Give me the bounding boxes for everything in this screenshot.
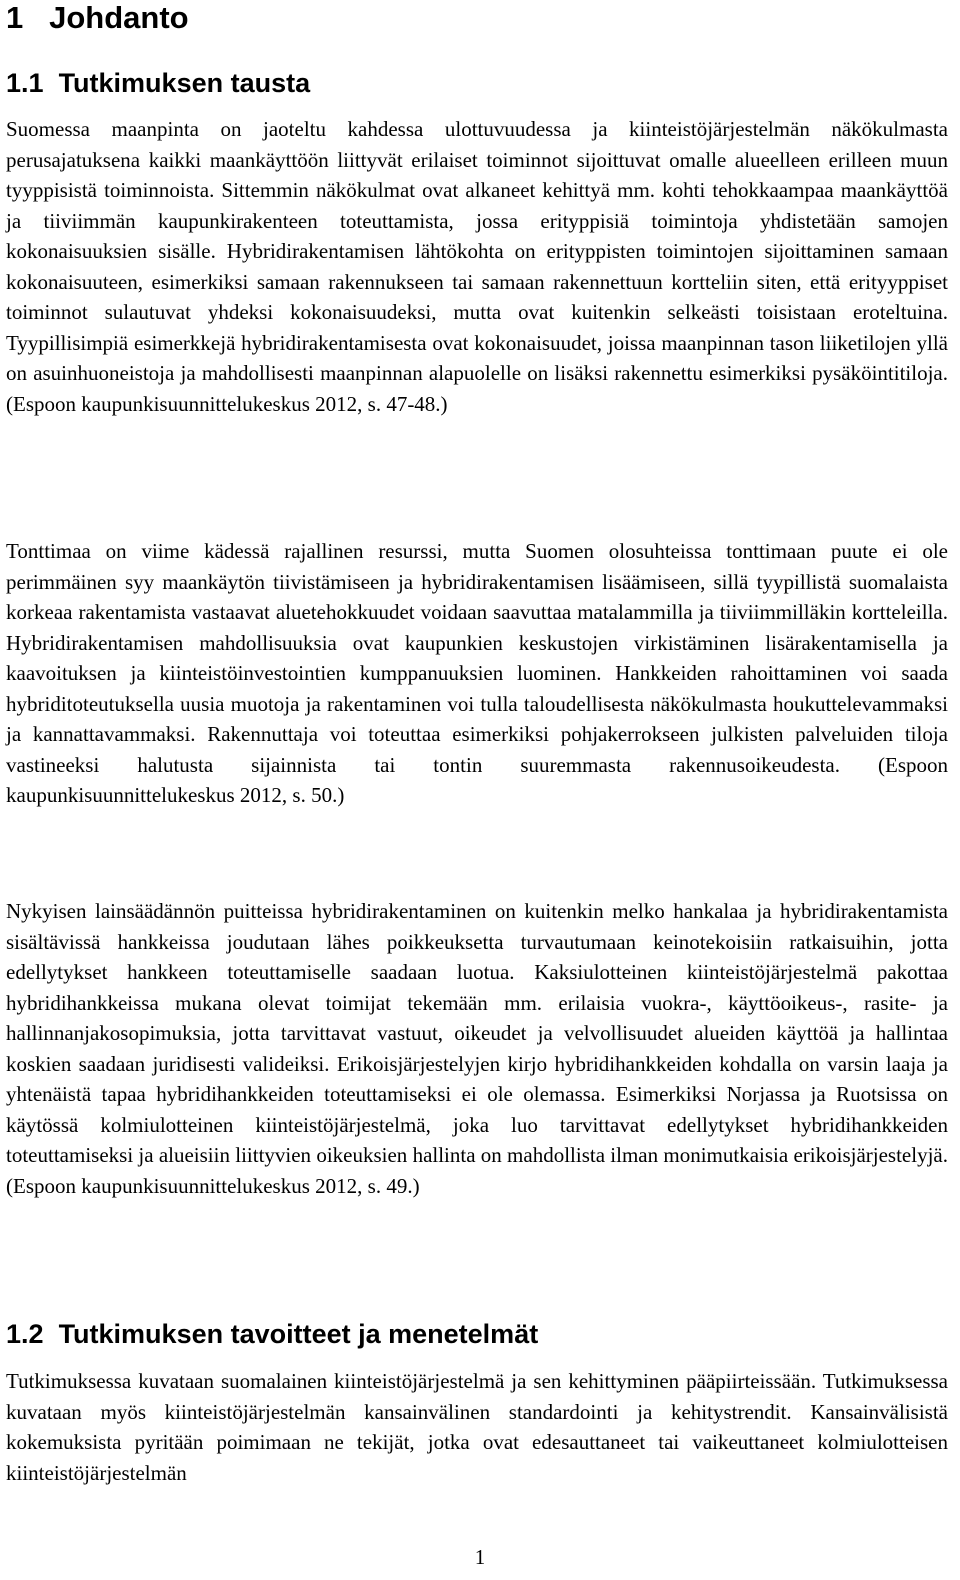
paragraph: Tonttimaa on viime kädessä rajallinen resurssi, mutta Suomen olosuhteissa tonttimaan puute ei ole perimmäinen syy maankäytön tiivistämiseen ja hybridirakentamisen lisäämiseen, sillä tyypillistä suomalaista korkeaa rakentamista vastaavat aluetehokkuudet voidaan saavuttaa matalammilla ja tiiviimmilläkin kortteleilla. Hybridirakentamisen mahdollisuuksia ovat kaupunkien keskustojen virkistäminen lisärakentamisella ja kaavoituksen ja kiinteistöinvestointien kumppanuuksien luominen. Hankkeiden rahoittaminen voi saada hybriditoteutuksella uusia muotoja ja rakentaminen voi tulla taloudellisesta näkökulmasta houkuttelevammaksi ja kannattavammaksi. Rakennuttaja voi toteuttaa esimerkiksi pohjakerrokseen julkisten palveluiden tiloja vastineeksi halutusta sijainnista tai tontin suuremmasta rakennusoikeudesta. (Espoon kaupunkisuunnittelukeskus 2012, s. 50.) bbox=[6, 539, 948, 807]
section-number: 1.2 bbox=[6, 1319, 44, 1349]
section-title: Tutkimuksen tausta bbox=[58, 68, 311, 98]
chapter-number: 1 bbox=[6, 0, 24, 35]
section-heading-1-2 bbox=[6, 1318, 538, 1350]
page-number: 1 bbox=[474, 1545, 486, 1569]
section-number: 1.1 bbox=[6, 68, 44, 98]
paragraph: Tutkimuksessa kuvataan suomalainen kiinteistöjärjestelmä ja sen kehittyminen pääpiirteissään. Tutkimuksessa kuvataan myös kiinteistöjärjestelmän kansainvälinen standardointi ja kehitystrendit. Kansainvälisistä kokemuksista pyritään poimimaan ne tekijät, jotka ovat edesauttaneet tai vaikeuttaneet kolmiulotteisen kiinteistöjärjestelmän bbox=[6, 1369, 948, 1485]
paragraph: Nykyisen lainsäädännön puitteissa hybridirakentaminen on kuitenkin melko hankalaa ja hybridirakentamista sisältävissä hankkeissa joudutaan lähes poikkeuksetta turvautumaan keinotekoisiin ratkaisuihin, jotta edellytykset hankkeen toteuttamiselle saadaan luotua. Kaksiulotteinen kiinteistöjärjestelmä pakottaa hybridihankkeissa mukana olevat toimijat tekemään mm. erilaisia vuokra-, käyttöoikeus-, rasite- ja hallinnanjakosopimuksia, jotta tarvittavat vastuut, oikeudet ja velvollisuudet alueiden käyttöä ja hallintaa koskien saadaan juridisesti valideiksi. Erikoisjärjestelyjen kirjo hybridihankkeiden kohdalla on varsin laaja ja yhtenäistä tapaa hybridihankkeiden toteuttamiseksi ei ole olemassa. Esimerkiksi Norjassa ja Ruotsissa on käytössä kolmiulotteinen kiinteistöjärjestelmä, joka luo tarvittavat edellytykset hybridihankkeiden toteuttamiseksi ja alueisiin liittyvien oikeuksien hallinta on mahdollista ilman monimutkaisia erikoisjärjestelyjä. (Espoon kaupunkisuunnittelukeskus 2012, s. 49.) bbox=[6, 899, 948, 1198]
chapter-title: Johdanto bbox=[49, 0, 189, 35]
paragraph: Suomessa maanpinta on jaoteltu kahdessa ulottuvuudessa ja kiinteistöjärjestelmän näkökulmasta perusajatuksena kaikki maankäyttöön liittyvät erilaiset toiminnot sijoittuvat omalle alueelleen erilleen muun tyyppisistä toiminnoista. Sittemmin näkökulmat ovat alkaneet kehittyä mm. kohti tehokkaampaa maankäyttöä ja tiiviimmän kaupunkirakenteen toteuttamista, jossa erityppisiä toimintoja yhdistetään samojen kokonaisuuksien sisälle. Hybridirakentamisen lähtökohta on erityppisten toimintojen sijoittaminen samaan kokonaisuuteen, esimerkiksi samaan rakennukseen tai samaan rakennettuun kortteliin siten, että erityyppiset toiminnot sulautuvat yhdeksi kokonaisuudeksi, mutta ovat kuitenkin selkeästi toisistaan eroteltuina. Tyypillisimpiä esimerkkejä hybridirakentamisesta ovat kokonaisuudet, joissa maanpinnan tason liiketilojen yllä on asuinhuoneistoja ja mahdollisesti maanpinnan alapuolelle on lisäksi rakennettu esimerkiksi pysäköintitiloja. (Espoon kaupunkisuunnittelukeskus 2012, s. 47-48.) bbox=[6, 117, 948, 416]
section-title: Tutkimuksen tavoitteet ja menetelmät bbox=[58, 1319, 539, 1349]
section-heading-1-1 bbox=[6, 67, 310, 99]
chapter-heading bbox=[6, 0, 189, 36]
